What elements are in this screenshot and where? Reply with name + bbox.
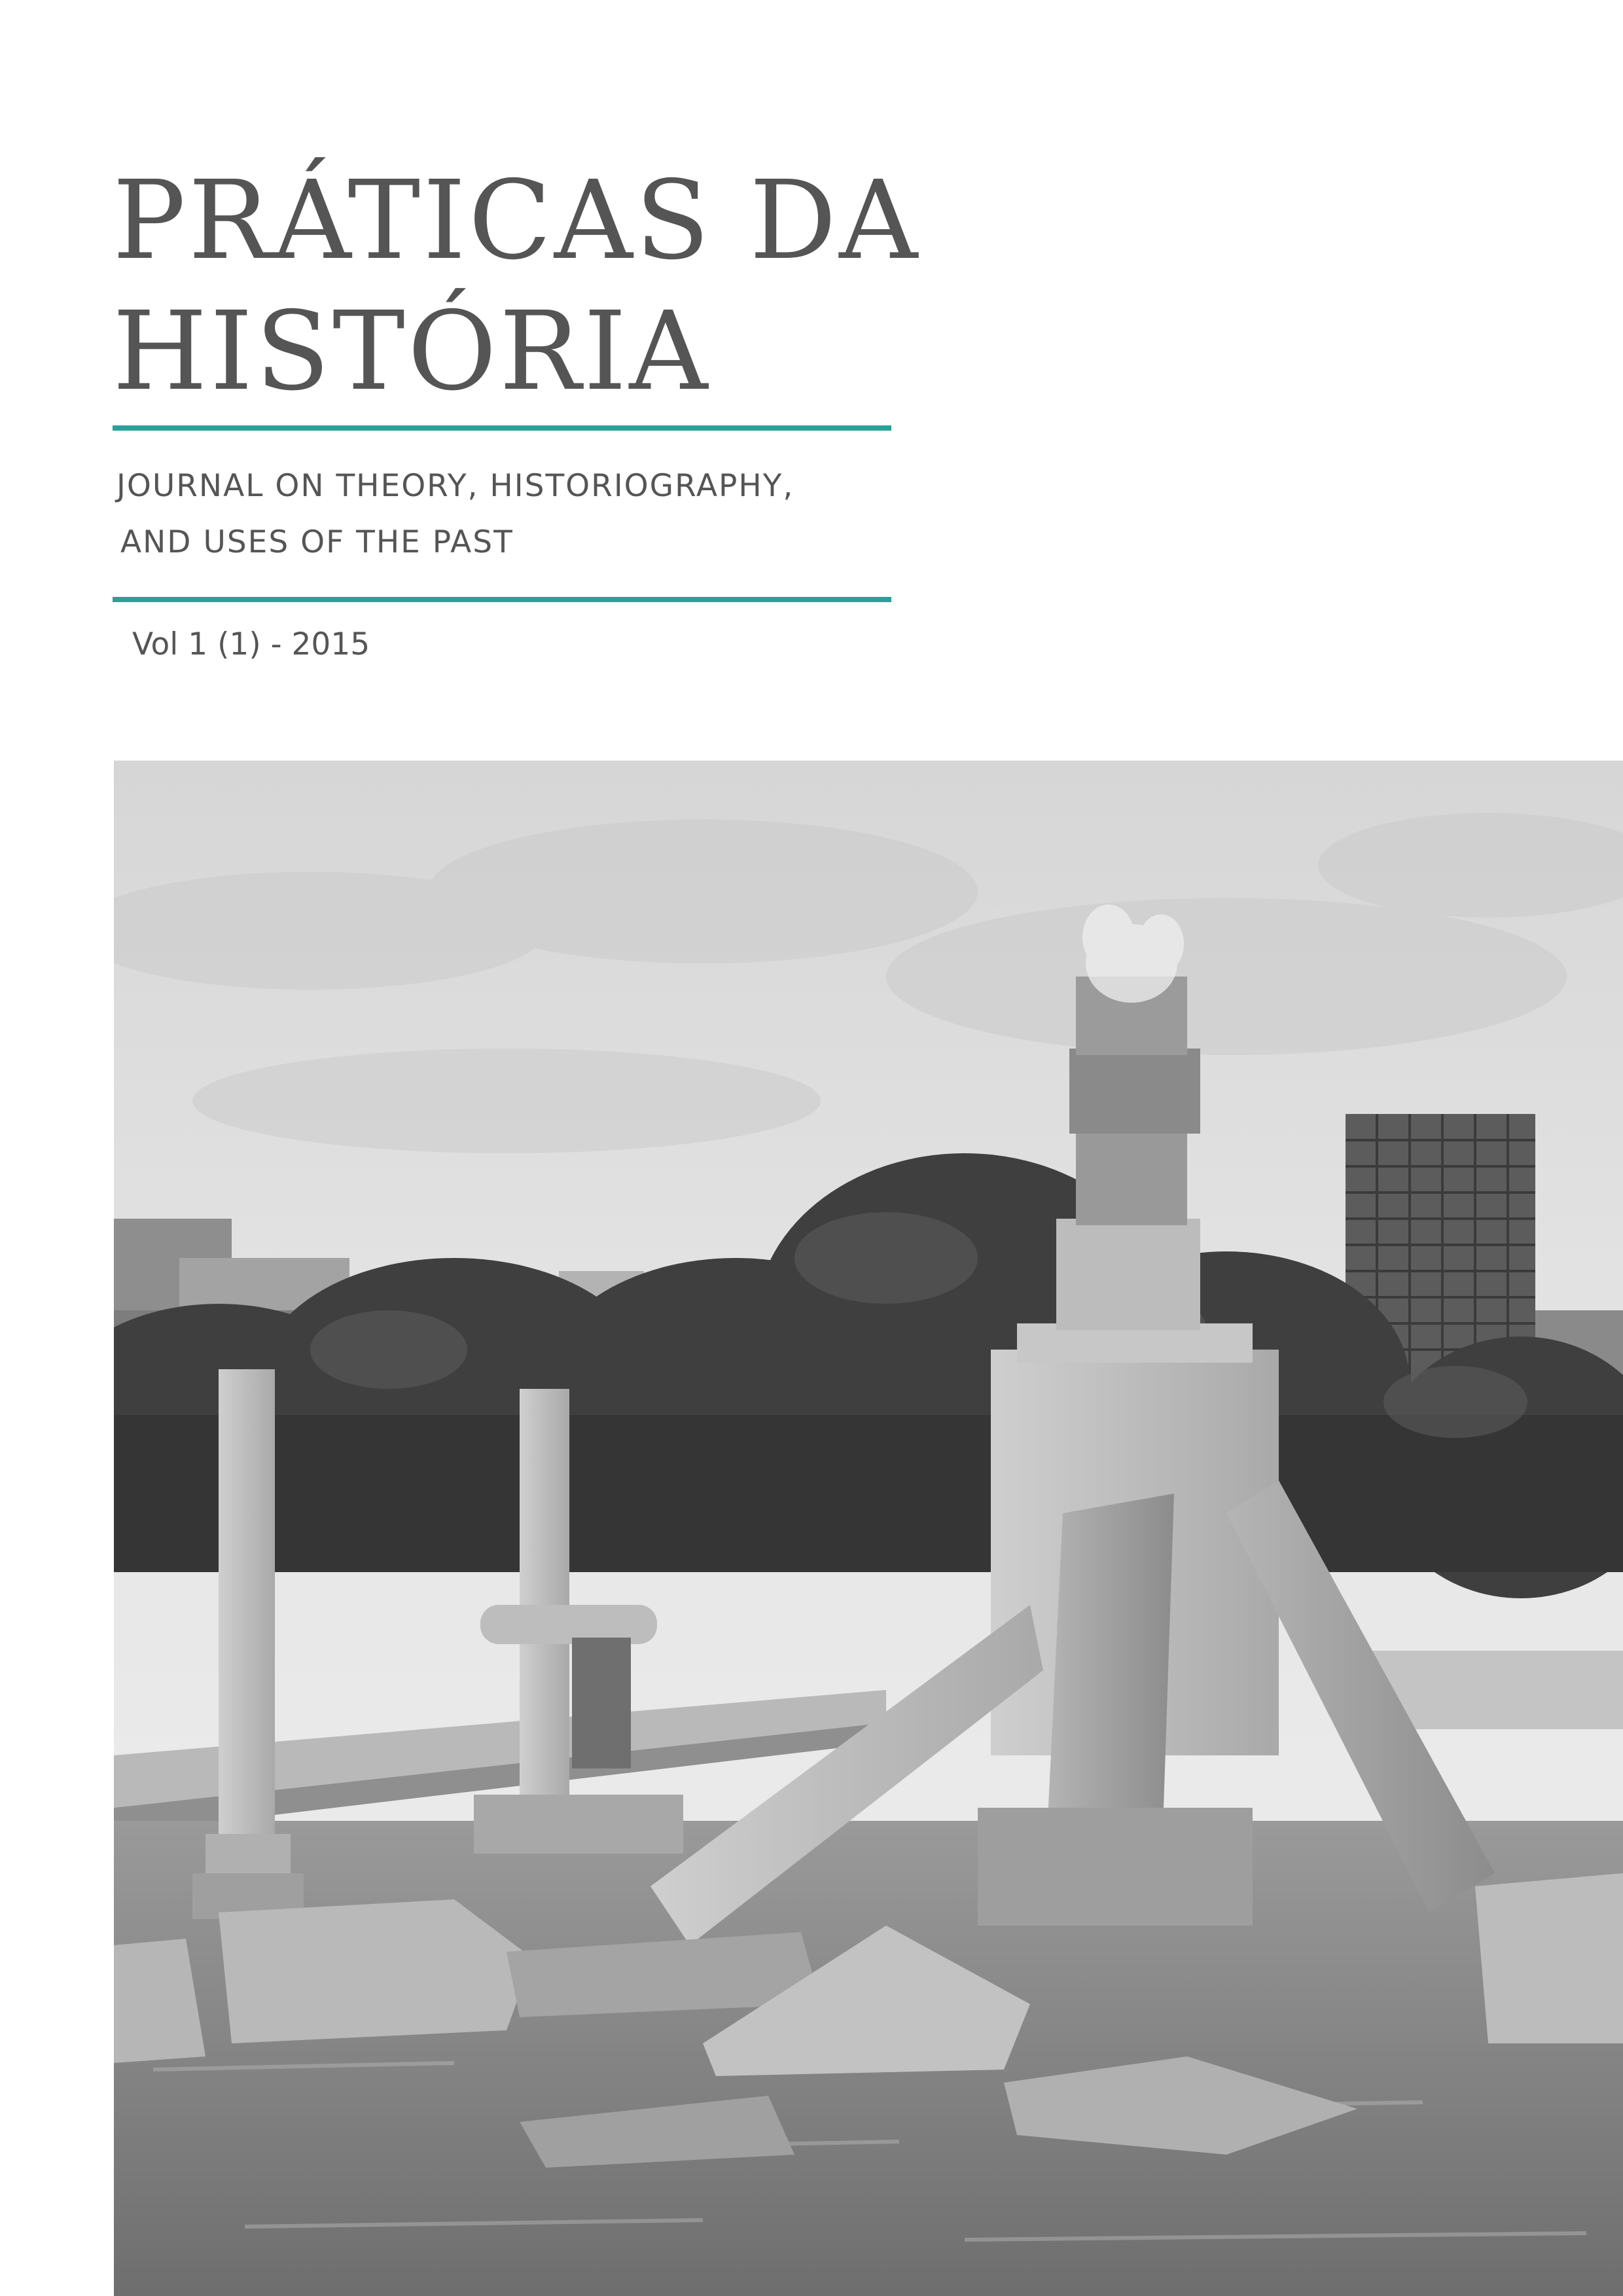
journal-subtitle-line-2: AND USES OF THE PAST <box>120 524 514 560</box>
journal-subtitle-line-1: JOURNAL ON THEORY, HISTORIOGRAPHY, <box>116 468 794 504</box>
issue-label: Vol 1 (1) - 2015 <box>132 626 370 662</box>
title-divider-bottom <box>113 597 891 602</box>
cover-photo <box>114 761 1623 2296</box>
journal-title-line-1: PRÁTICAS DA <box>113 158 921 284</box>
journal-title-line-2: HISTÓRIA <box>113 289 711 415</box>
title-divider-top <box>113 425 891 431</box>
journal-subtitle <box>116 458 794 571</box>
journal-title <box>113 156 920 418</box>
